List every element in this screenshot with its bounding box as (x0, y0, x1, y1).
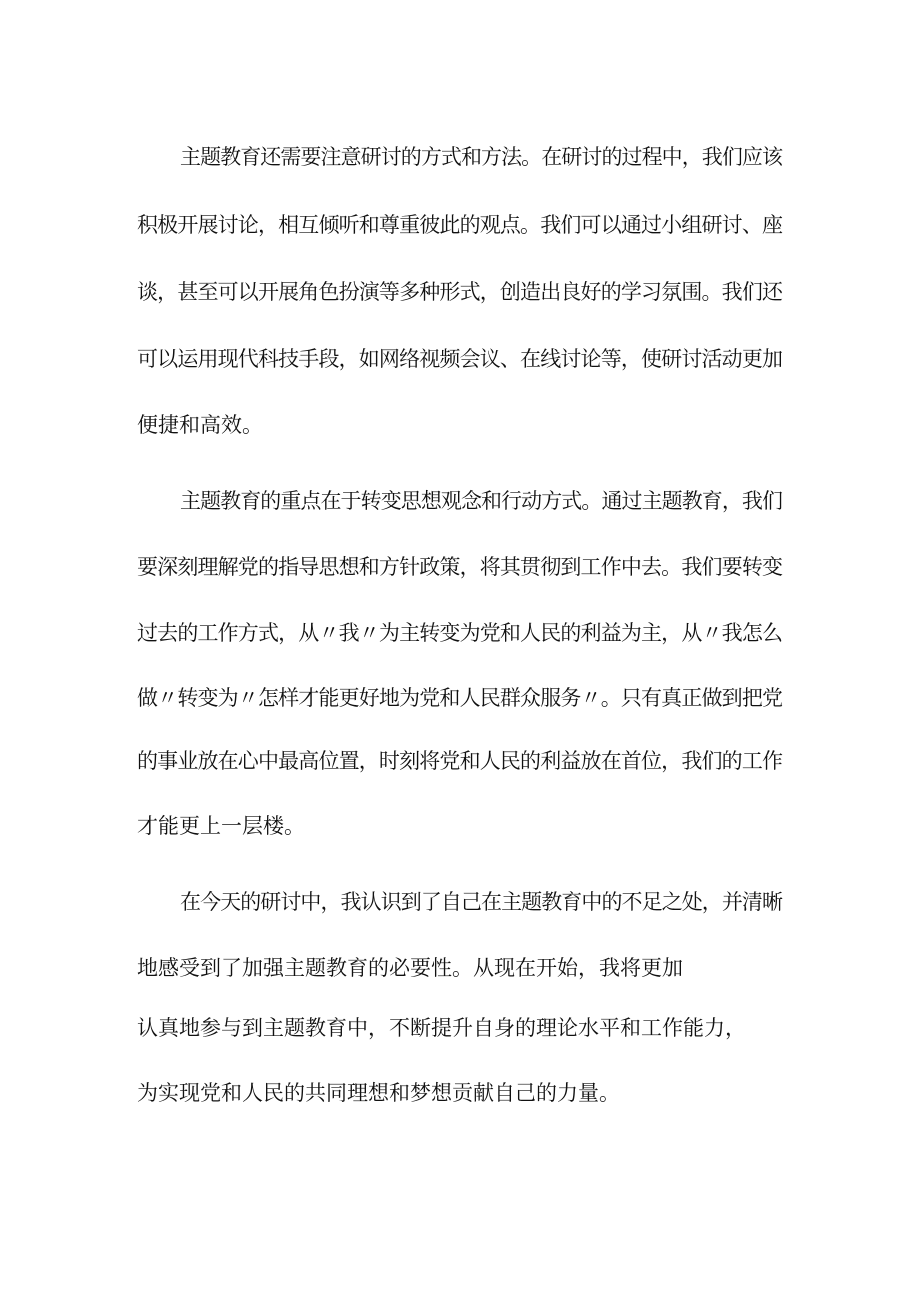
paragraph-1-line-4: 可以运用现代科技手段，如网络视频会议、在线讨论等，使研讨活动更加 (137, 347, 783, 371)
paragraph-2-line-4: 做〃转变为〃怎样才能更好地为党和人民群众服务〃。只有真正做到把党 (137, 686, 783, 710)
paragraph-2-line-1: 主题教育的重点在于转变思想观念和行动方式。通过主题教育，我们 (180, 489, 783, 513)
paragraph-1-line-5: 便捷和高效。 (137, 413, 263, 437)
paragraph-3-line-3: 认真地参与到主题教育中，不断提升自身的理论水平和工作能力， (137, 1016, 746, 1040)
paragraph-1-line-2: 积极开展讨论，相互倾听和尊重彼此的观点。我们可以通过小组研讨、座 (137, 213, 783, 237)
paragraph-2-line-6: 才能更上一层楼。 (137, 814, 305, 838)
paragraph-3-line-4: 为实现党和人民的共同理想和梦想贡献自己的力量。 (137, 1081, 620, 1105)
paragraph-2-line-5: 的事业放在心中最高位置，时刻将党和人民的利益放在首位，我们的工作 (137, 749, 783, 773)
paragraph-1-line-3: 谈，甚至可以开展角色扮演等多种形式，创造出良好的学习氛围。我们还 (137, 280, 783, 304)
paragraph-2-line-2: 要深刻理解党的指导思想和方针政策，将其贯彻到工作中去。我们要转变 (137, 555, 783, 579)
paragraph-2-line-3: 过去的工作方式，从〃我〃为主转变为党和人民的利益为主，从〃我怎么 (137, 621, 783, 645)
paragraph-3-line-1: 在今天的研讨中，我认识到了自己在主题教育中的不足之处，并清晰 (180, 890, 783, 914)
paragraph-1-line-1: 主题教育还需要注意研讨的方式和方法。在研讨的过程中，我们应该 (180, 145, 783, 169)
paragraph-3-line-2: 地感受到了加强主题教育的必要性。从现在开始，我将更加 (137, 956, 683, 980)
